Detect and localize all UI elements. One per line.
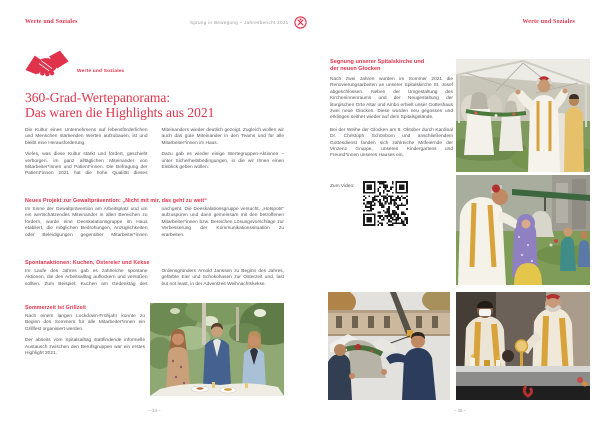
section-title-spontanaktionen: Spontanaktionen: Kuchen, Ostereier und Kekse — [25, 260, 150, 266]
section-body-gewaltpraevention: Im Sinne der Gewaltprävention am Arbeitsplatz und um ein wertschätzendes Miteinander in allen Bereichen zu fördern, wurde eine Deeskalationsgruppe im Haus etabliert, die möglichen Bedrohungen, Anzüglichkeiten oder Beleidigungen gegenüber Mitarbeiter*innen nachgeht. Die Deeskalationsgruppe versucht, „Hotspots“ aufzuspüren und dann gemeinsam mit den betroffenen Mitarbeiter*innen bzw. Bereichen Lösungsvorschläge zur Verbesserung der Kommunikationssituation zu erarbeiten. — [25, 207, 284, 238]
publisher-logo-icon — [294, 16, 307, 29]
qr-code — [363, 181, 408, 226]
section-body-grillzeit — [25, 314, 145, 362]
article-title-line2: der neuen Glocken — [330, 66, 381, 73]
running-header-title: Sprung in Bewegung – Jahresbericht 2021 — [190, 20, 289, 25]
running-header-right: Werte und Soziales — [522, 19, 575, 25]
section-title-gewaltpraevention: Neues Projekt zur Gewaltprävention: „Nicht mit mir, das geht zu weit“ — [25, 198, 208, 204]
altar-mass-photo — [456, 292, 590, 400]
intro-paragraph: Vieles, was diese Kultur stärkt und fördert, geschieht verborgen, im ganz alltäglichen Miteinander von Mitarbeiter*innen und Patient*innen. Die Befragung der Patient*innen 2021 hat die hohe Qualität dieses Miteinanders wieder deutlich gezeigt. Zugleich wollen wir auch das gute Miteinander in den Teams und für alle Mitarbeiter*innen im Haus. — [25, 128, 284, 177]
intro-paragraph: Dazu gab es wieder einige Wertegruppen-Aktionen – unter Sicherheitsbedingungen, in die wir Ihnen einen Einblick geben wollen. — [161, 152, 284, 171]
article-paragraph: Nach zwei Jahren wurden im Sommer 2021 die Renovierungsarbeiten an unserer Spitalskirche St. Josef abgeschlossen. Neben der Umgestaltung des Kircheninnenraums und der Neugestaltung der liturgischen Orte Altar und Ambo erhielt unser Gotteshaus zwei neue Glocken. Diese wurden neu gegossen und erklingen seither wieder auf dem Spitalsgelände. — [330, 77, 453, 121]
running-header-center — [190, 16, 307, 29]
intro-text — [25, 128, 284, 184]
grillzeit-paragraph: Der abseits vom Spitalsalltag stattfindende informelle Austausch zwischen den Berufsgruppen war ein erstes Highlight 2021. — [25, 338, 145, 357]
tent-blessing-photo — [456, 59, 590, 172]
section-body-spontanaktionen: Im Laufe des Jahres gab es zahlreiche spontane Aktionen, die den Arbeitsalltag auflockern und versüßen sollten. Zum Beispiel: Kuchen am Gedenktag des Ordensgründers Arnold Janssen zu Beginn des Jahres, gefärbte Eier und Schokohasen zur Osterzeit und, last but not least, in der Adventzeit Weihnachtskekse. — [25, 269, 284, 287]
section-title-grillzeit: Sommerzeit ist Grillzeit — [25, 305, 86, 311]
grillzeit-paragraph: Nach einem langen Lockdown-Frühjahr konnte zu Beginn des Sommers für alle Mitarbeiter*innen ein Grillfest organisiert werden. — [25, 314, 145, 332]
page-title-line2: Das waren die Highlights aus 2021 — [25, 105, 215, 120]
article-title-line1: Segnung unserer Spitalskirche und — [330, 59, 425, 65]
video-label: Zum Video: — [330, 184, 355, 189]
grillfest-photo — [150, 303, 284, 396]
intro-paragraph: Die Kultur eines Unternehmens auf lebensförderlichen und Menschen stärkenden Werten aufzubauen, ist und bleibt eine Herausforderung. — [25, 128, 148, 146]
article-body — [330, 77, 453, 165]
handshake-icon — [24, 45, 70, 85]
category-label: Werte und Soziales — [77, 69, 125, 74]
bell-crane-photo — [328, 292, 450, 400]
page-title — [25, 90, 214, 120]
article-title — [330, 59, 424, 73]
article-paragraph: Bei der Weihe der Glocken am 8. Oktober durch Kardinal Dr. Christoph Schönborn und anschließendem Gottesdienst fanden sich zahlreiche Mitfeiernde der Vinzenz Gruppe, unseres Kindergartens und Freund*innen unseres Hauses ein. — [330, 127, 453, 159]
running-header-left: Werte und Soziales — [25, 19, 78, 25]
page-number-left: – 34 – — [148, 408, 161, 413]
cardinal-children-photo — [456, 175, 590, 285]
page-number-right: – 35 – — [453, 408, 467, 413]
page-title-line1: 360-Grad-Wertepanorama: — [25, 90, 171, 105]
